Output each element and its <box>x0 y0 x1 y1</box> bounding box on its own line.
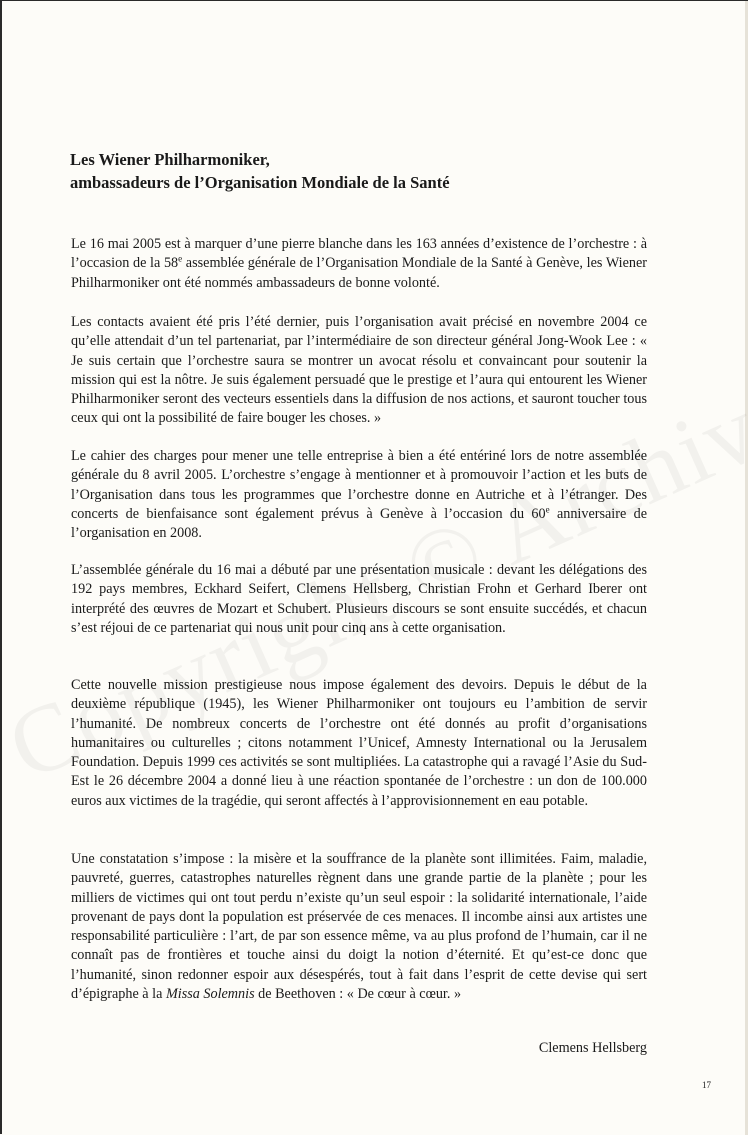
paragraph-1-text-b: assemblée générale de l’Organisation Mondiale de la Santé à Genève, les Wiener Philharmoniker ont été nommés ambassadeurs de bonne volonté. <box>71 255 647 291</box>
author-signature: Clemens Hellsberg <box>538 1040 647 1056</box>
paragraph-6-text-a: Une constatation s’impose : la misère et la souffrance de la planète sont illimitées. Faim, maladie, pauvreté, guerres, catastrophes naturelles règnent dans une grande partie de la planète ; pour les milliers de victimes qui ont tout perdu n’existe qu’un seul espoir : la solidarité internationale, l’aide provenant de pays dont la population est préservée de ces menaces. Il incombe ainsi aux artistes une responsabilité particulière : l’art, de par son essence même, va au plus profond de l’humain, car il ne connaît pas de frontières et touche ainsi du doigt la notion d’éternité. Et qu’est-ce donc que l’humanité, sinon redonner espoir aux désespérés, tout à fait dans l’esprit de cette devise qui sert d’épigraphe à la <box>71 851 647 1003</box>
paragraph-6 <box>71 850 647 1004</box>
paragraph-1-text-a: Le 16 mai 2005 est à marquer d’une pierre blanche dans les 163 années d’existence de l’orchestre : à l’occasion de la 58 <box>71 236 647 272</box>
paragraph-3 <box>71 447 647 543</box>
paragraph-1 <box>71 235 647 293</box>
paragraph-6-text-b: de Beethoven : « De cœur à cœur. » <box>254 986 462 1003</box>
paragraph-2 <box>71 313 647 429</box>
paragraph-4-text: L’assemblée générale du 16 mai a débuté par une présentation musicale : devant les délégations des 192 pays membres, Eckhard Seifert, Clemens Hellsberg, Christian Frohn et Gerhard Iberer ont interprété des œuvres de Mozart et Schubert. Plusieurs discours se sont ensuite succédés, et chacun s’est réjoui de ce partenariat qui nous unit pour cinq ans à cette organisation. <box>71 562 647 636</box>
work-title-italic: Missa Solemnis <box>165 986 255 1003</box>
paragraph-3-text-b: anniversaire de l’organisation en 2008. <box>71 505 647 542</box>
page-number: 17 <box>702 1080 711 1090</box>
paragraph-3-text-a: Le cahier des charges pour mener une telle entreprise à bien a été entériné lors de notre assemblée générale du 8 avril 2005. L’orchestre s’engage à mentionner et à promouvoir l’action et les buts de l’Organisation dans tous les programmes que l’orchestre donne en Autriche et à l’étranger. Des concerts de bienfaisance sont également prévus à Genève à l’occasion du 60 <box>71 448 647 522</box>
paragraph-2-text: Les contacts avaient été pris l’été dernier, puis l’organisation avait précisé en novembre 2004 ce qu’elle attendait d’un tel partenariat, par l’intermédiaire de son directeur général Jong-Wook Lee : « Je suis certain que l’orchestre saura se montrer un avocat résolu et convaincant pour soutenir la mission qui est la nôtre. Je suis également persuadé que le prestige et l’aura qui entourent les Wiener Philharmoniker seront des vecteurs essentiels dans la diffusion de nos actions, et sauront toucher tous ceux qui ont la possibilité de faire bouger les choses. » <box>71 314 647 427</box>
article-title <box>70 148 670 194</box>
superscript-e: e <box>178 253 183 264</box>
title-line-2: ambassadeurs de l’Organisation Mondiale de la Santé <box>70 173 450 192</box>
paragraph-5-text: Cette nouvelle mission prestigieuse nous impose également des devoirs. Depuis le début de la deuxième république (1945), les Wiener Philharmoniker ont toujours eu l’ambition de servir l’humanité. De nombreux concerts de l’orchestre ont été donnés au profit d’organisations humanitaires ou culturelles ; citons notamment l’Unicef, Amnesty International ou la Jerusalem Foundation. Depuis 1999 ces activités se sont multipliées. La catastrophe qui a ravagé l’Asie du Sud-Est le 26 décembre 2004 a donné lieu à une réaction spontanée de l’orchestre : un don de 100.000 euros aux victimes de la tragédie, qui seront affectés à l’approvisionnement en eau potable. <box>71 677 647 809</box>
paragraph-4 <box>71 561 647 638</box>
title-line-1: Les Wiener Philharmoniker, <box>70 150 270 169</box>
paragraph-5 <box>71 676 647 811</box>
superscript-e: e <box>545 504 550 515</box>
